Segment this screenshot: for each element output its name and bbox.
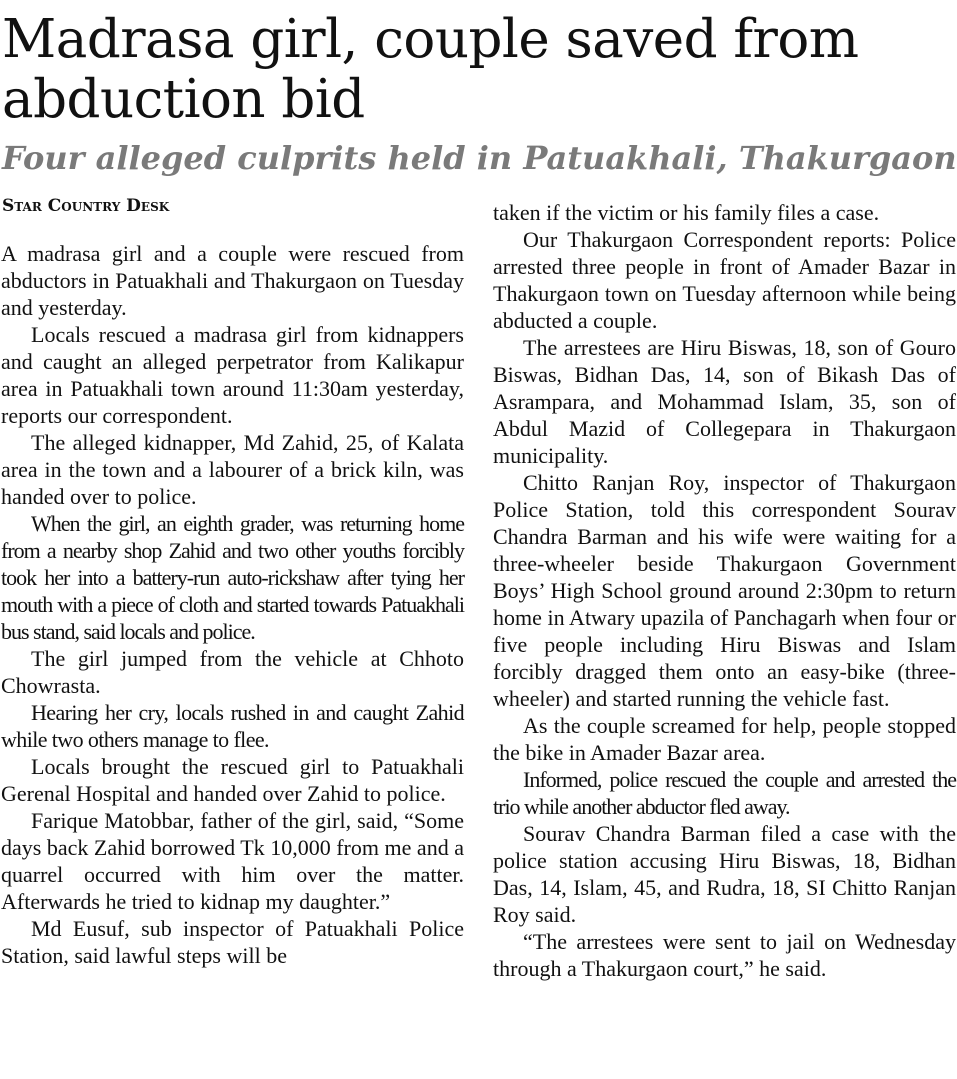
paragraph: Sourav Chandra Barman filed a case with the police station accusing Hiru Biswas, 18, Bidhan Das, 14, Islam, 45, and Rudra, 18, SI Chitto Ranjan Roy said. bbox=[493, 821, 956, 927]
paragraph: The girl jumped from the vehicle at Chhoto Chowrasta. bbox=[1, 646, 464, 698]
paragraph: “The arrestees were sent to jail on Wednesday through a Thakurgaon court,” he said. bbox=[493, 929, 956, 981]
headline: Madrasa girl, couple saved from abduction bid bbox=[2, 9, 859, 130]
paragraph: The arrestees are Hiru Biswas, 18, son of Gouro Biswas, Bidhan Das, 14, son of Bikash Das of Asrampara, and Mohammad Islam, 35, son of Abdul Mazid of Collegepara in Thakurgaon municipality. bbox=[493, 335, 956, 468]
paragraph: Our Thakurgaon Correspondent reports: Police arrested three people in front of Amader Bazar in Thakurgaon town on Tuesday afternoon while being abducted a couple. bbox=[493, 227, 956, 333]
left-column bbox=[1, 240, 464, 969]
paragraph: taken if the victim or his family files a case. bbox=[493, 200, 880, 225]
paragraph: Hearing her cry, locals rushed in and caught Zahid while two others manage to flee. bbox=[1, 700, 464, 752]
subheadline: Four alleged culprits held in Patuakhali, Thakurgaon bbox=[2, 139, 957, 177]
right-column bbox=[493, 199, 956, 982]
paragraph: Locals rescued a madrasa girl from kidnappers and caught an alleged perpetrator from Kalikapur area in Patuakhali town around 11:30am yesterday, reports our correspondent. bbox=[1, 322, 464, 428]
paragraph: Informed, police rescued the couple and arrested the trio while another abductor fled away. bbox=[493, 767, 956, 819]
paragraph: Farique Matobbar, father of the girl, said, “Some days back Zahid borrowed Tk 10,000 from me and a quarrel occurred with him over the matter. Afterwards he tried to kidnap my daughter.” bbox=[1, 808, 464, 914]
paragraph: Chitto Ranjan Roy, inspector of Thakurgaon Police Station, told this correspondent Sourav Chandra Barman and his wife were waiting for a three-wheeler beside Thakurgaon Government Boys’ High School ground around 2:30pm to return home in Atwary upazila of Panchagarh when four or five people including Hiru Biswas and Islam forcibly dragged them onto an easy-bike (three-wheeler) and started running the vehicle fast. bbox=[493, 470, 956, 711]
paragraph: As the couple screamed for help, people stopped the bike in Amader Bazar area. bbox=[493, 713, 956, 765]
paragraph: A madrasa girl and a couple were rescued from abductors in Patuakhali and Thakurgaon on Tuesday and yesterday. bbox=[1, 241, 464, 320]
paragraph: When the girl, an eighth grader, was returning home from a nearby shop Zahid and two other youths forcibly took her into a battery-run auto-rickshaw after tying her mouth with a piece of cloth and started towards Patuakhali bus stand, said locals and police. bbox=[1, 511, 464, 644]
paragraph: The alleged kidnapper, Md Zahid, 25, of Kalata area in the town and a labourer of a brick kiln, was handed over to police. bbox=[1, 430, 464, 509]
paragraph: Locals brought the rescued girl to Patuakhali Gerenal Hospital and handed over Zahid to police. bbox=[1, 754, 464, 806]
paragraph: Md Eusuf, sub inspector of Patuakhali Police Station, said lawful steps will be bbox=[1, 916, 464, 968]
byline: Star Country Desk bbox=[2, 196, 170, 216]
